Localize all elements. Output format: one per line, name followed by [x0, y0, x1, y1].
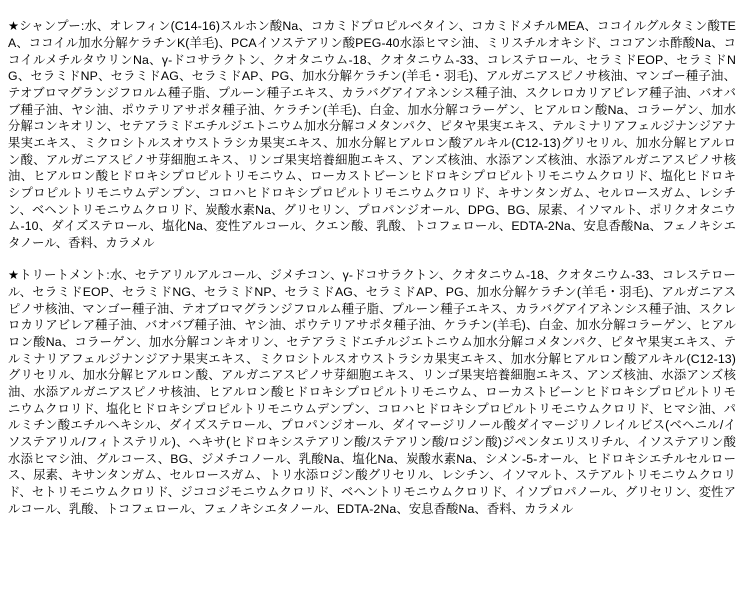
- shampoo-label: シャンプー: [19, 19, 81, 34]
- shampoo-ingredients-paragraph: [8, 18, 736, 251]
- treatment-separator: :: [106, 268, 110, 283]
- bullet-star-icon: ★: [8, 19, 20, 34]
- shampoo-ingredients-text: 水、オレフィン(C14-16)スルホン酸Na、コカミドプロピルベタイン、コカミドメチルMEA、ココイルグルタミン酸TEA、ココイル加水分解ケラチンK(羊毛)、PCAイソステアリン酸PEG-40水添ヒマシ油、ミリスチルオキシド、ココアンホ酢酸Na、ココイルメチルタウリンNa、γ-ドコサラクトン、クオタニウム-18、クオタニウム-33、コレステロール、セラミドEOP、セラミドNG、セラミドNP、セラミドAG、セラミドAP、PG、加水分解ケラチン(羊毛・羽毛)、アルガニアスピノサ核油、マンゴー種子油、テオブロマグランジフロルム種子脂、プルーン種子エキス、カラバグアイアネンシス種子油、スクレロカリアビレア種子油、バオバブ種子油、ヤシ油、ポウテリアサポタ種子油、ケラチン(羊毛)、白金、加水分解コラーゲン、ヒアルロン酸Na、コラーゲン、加水分解コンキオリン、セテアラミドエチルジエトニウム加水分解コメタンパク、ピタヤ果実エキス、テルミナリアフェルジナンジアナ果実エキス、ミクロシトルスオウストラシカ果実エキス、加水分解ヒアルロン酸アルキル(C12-13)グリセリル、加水分解ヒアルロン酸、アルガニアスピノサ芽細胞エキス、リンゴ果実培養細胞エキス、アンズ核油、水添アンズ核油、水添アルガニアスピノサ核油、ヒアルロン酸ヒドロキシプロピルトリモニウム、ローカストビーンヒドロキシプロピルトリモニウムクロリド、塩化ヒドロキシプロピルトリモニウムデンプン、コロハヒドロキシプロピルトリモニウムクロリド、キサンタンガム、セルロースガム、レシチン、ベヘントリモニウムクロリド、炭酸水素Na、グリセリン、プロパンジオール、DPG、BG、尿素、イソマルト、ポリクオタニウム-10、ダイズステロール、塩化Na、変性アルコール、クエン酸、乳酸、トコフェロール、EDTA-2Na、安息香酸Na、フェノキシエタノール、香料、カラメル: [8, 19, 736, 250]
- treatment-ingredients-text: 水、セテアリルアルコール、ジメチコン、γ-ドコサラクトン、クオタニウム-18、クオタニウム-33、コレステロール、セラミドEOP、セラミドNG、セラミドNP、セラミドAG、セラミドAP、PG、加水分解ケラチン(羊毛・羽毛)、アルガニアスピノサ核油、マンゴー種子油、テオブロマグランジフロルム種子脂、プルーン種子エキス、カラバグアイアネンシス種子油、スクレロカリアビレア種子油、バオバブ種子油、ヤシ油、ポウテリアサポタ種子油、ケラチン(羊毛)、白金、加水分解コラーゲン、ヒアルロン酸Na、コラーゲン、加水分解コンキオリン、セテアラミドエチルジエトニウム加水分解コメタンパク、ピタヤ果実エキス、テルミナリアフェルジナンジアナ果実エキス、ミクロシトルスオウストラシカ果実エキス、加水分解ヒアルロン酸アルキル(C12-13)グリセリル、加水分解ヒアルロン酸、アルガニアスピノサ芽細胞エキス、リンゴ果実培養細胞エキス、アンズ核油、水添アンズ核油、水添アルガニアスピノサ核油、ヒアルロン酸ヒドロキシプロピルトリモニウム、ローカストビーンヒドロキシプロピルトリモニウムクロリド、塩化ヒドロキシプロピルトリモニウムデンプン、コロハヒドロキシプロピルトリモニウムクロリド、ヒマシ油、パルミチン酸エチルヘキシル、ダイズステロール、プロパンジオール、ダイマージリノール酸ダイマージリノレイルビス(ベヘニル/イソステアリル/フィトステリル)、ヘキサ(ヒドロキシステアリン酸/ステアリン酸/ロジン酸)ジペンタエリスリチル、イソステアリン酸水添ヒマシ油、グルコース、BG、ジメチコノール、乳酸Na、塩化Na、炭酸水素Na、シメン-5-オール、ヒドロキシエチルセルロース、尿素、キサンタンガム、セルロースガム、トリ水添ロジン酸グリセリル、レシチン、イソマルト、ステアルトリモニウムクロリド、セトリモニウムクロリド、ジココジモニウムクロリド、ベヘントリモニウムクロリド、イソプロパノール、グリセリン、変性アルコール、乳酸、トコフェロール、フェノキシエタノール、EDTA-2Na、安息香酸Na、香料、カラメル: [8, 268, 736, 516]
- bullet-star-icon: ★: [8, 268, 20, 283]
- treatment-ingredients-paragraph: [8, 267, 736, 517]
- treatment-label: トリートメント: [19, 268, 107, 283]
- shampoo-separator: :: [80, 19, 85, 34]
